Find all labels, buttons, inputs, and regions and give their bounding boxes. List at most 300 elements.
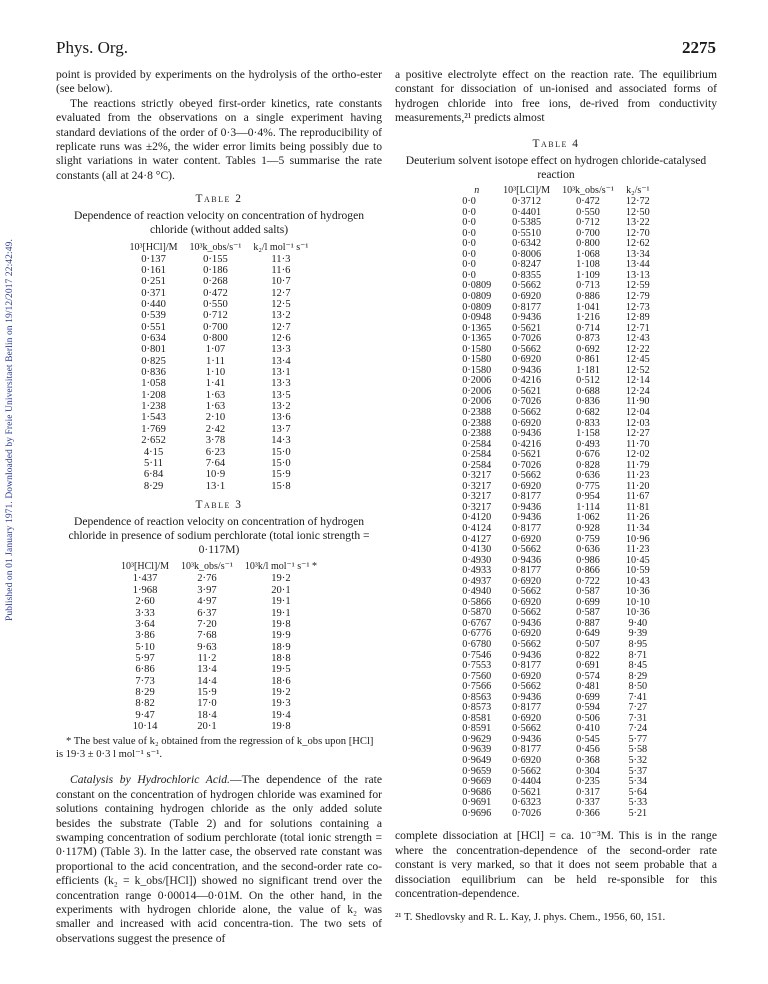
table-cell: 10·10 (625, 596, 650, 608)
table-cell: 0·3217 (462, 470, 492, 482)
table-cell: 0·7546 (462, 649, 492, 661)
table-cell: 0·928 (576, 522, 600, 534)
table-cell: 0·545 (576, 733, 600, 745)
table-2-row (124, 481, 315, 492)
table-cell: 0·368 (576, 755, 600, 767)
table-cell: 0·440 (141, 299, 166, 311)
table-cell: 10·36 (625, 607, 650, 619)
table-2-col-kobs: 10³k_obs/s⁻¹ (189, 241, 242, 253)
table-cell: 0·5662 (512, 681, 542, 693)
table-cell: 15·9 (197, 686, 217, 698)
table-cell: 13·1 (271, 367, 291, 379)
table-cell: 0·0 (462, 206, 476, 218)
table-cell: 15·0 (271, 457, 291, 469)
table-cell: 0·317 (576, 786, 600, 798)
table-cell: 11·2 (197, 652, 217, 664)
table-cell: 11·34 (626, 522, 650, 534)
right-conclusion-paragraph: complete dissociation at [HCl] = ca. 10⁻³M. This is in the range where the concentration-dependence of the second-order rate constant is very marked, so that it does not seem probable that a dissociation equilibrium can be held re-sponsible for this concentration-dependence. (395, 829, 717, 900)
table-cell: 0·1580 (462, 354, 492, 366)
table-cell: 0·161 (141, 265, 166, 276)
table-cell: 4·15 (143, 446, 164, 458)
discussion-heading: Catalysis by Hydrochloric Acid. (70, 773, 230, 787)
table-3-row (115, 585, 323, 596)
table-4-col-n: n (474, 185, 480, 197)
table-cell: 18·4 (197, 709, 217, 721)
table-2-row (124, 288, 315, 299)
table-cell: 3·86 (135, 630, 155, 642)
table-cell: 13·1 (205, 480, 226, 492)
table-cell: 2·652 (141, 435, 166, 447)
table-cell: 0·712 (576, 217, 600, 229)
table-cell: 8·50 (628, 681, 648, 693)
table-cell: 0·866 (576, 565, 600, 577)
table-cell: 9·39 (628, 628, 648, 640)
table-cell: 12·14 (625, 375, 650, 387)
table-2-row (124, 412, 315, 423)
table-cell: 0·6920 (512, 417, 542, 429)
table-cell: 4·97 (197, 596, 217, 608)
table-cell: 0·5662 (512, 586, 542, 598)
table-cell: 0·5662 (512, 406, 542, 418)
table-cell: 1·108 (576, 259, 600, 271)
table-cell: 12·72 (625, 196, 650, 208)
table-cell: 0·6323 (512, 797, 542, 809)
table-cell: 0·0 (462, 217, 476, 229)
table-cell: 0·836 (141, 367, 166, 379)
table-2-col-k2: k₂/l mol⁻¹ s⁻¹ (253, 241, 309, 253)
table-cell: 12·59 (625, 280, 650, 292)
intro-paragraph-1: point is provided by experiments on the hydrolysis of the ortho-ester (see below). (56, 68, 382, 96)
table-cell: 0·9436 (512, 733, 542, 745)
table-cell: 0·0 (462, 259, 476, 271)
table-4-col-lcl: 10³[LCl]/M (503, 185, 551, 197)
table-cell: 0·986 (576, 554, 600, 566)
table-cell: 0·0809 (462, 280, 492, 292)
table-cell: 0·8177 (512, 491, 542, 503)
intro-paragraph-2: The reactions strictly obeyed first-order kinetics, rate constants evaluated from the observations on a single experiment having standard deviations of the order of 0·3—0·4%. The reproducibility of replicate runs was ±2%, the wider error limits being possibly due to slight variations in water content. Tables 1—5 summarise the rate constants (all at 24·8 °C). (56, 96, 382, 182)
table-cell: 0·366 (576, 807, 600, 819)
table-cell: 0·5621 (512, 786, 542, 798)
table-2-col-hcl: 10³[HCl]/M (129, 241, 178, 253)
table-cell: 18·6 (271, 675, 291, 687)
table-cell: 1·968 (132, 584, 158, 596)
table-cell: 11·70 (626, 438, 650, 450)
table-3-row (115, 664, 323, 675)
table-cell: 0·594 (576, 702, 600, 714)
table-cell: 0·7553 (462, 660, 492, 672)
table-3-row (115, 710, 323, 721)
table-cell: 0·2388 (462, 428, 492, 440)
table-cell: 0·6776 (462, 628, 492, 640)
table-cell: 0·8177 (512, 660, 542, 672)
table-cell: 1·114 (576, 501, 600, 513)
table-cell: 0·8177 (512, 744, 542, 756)
table-3-row (115, 721, 323, 732)
table-cell: 0·235 (576, 776, 600, 788)
table-2-title: Table 2 (195, 193, 243, 206)
table-cell: 12·71 (625, 322, 650, 334)
table-cell: 0·9436 (512, 512, 542, 524)
table-cell: 0·4404 (512, 776, 542, 788)
right-column (395, 68, 717, 924)
table-cell: 0·4937 (462, 575, 492, 587)
table-cell: 0·8177 (512, 702, 542, 714)
table-cell: 1·068 (576, 248, 600, 260)
table-cell: 0·4120 (462, 512, 492, 524)
table-cell: 3·33 (135, 607, 155, 619)
table-cell: 14·4 (197, 675, 217, 687)
page-number: 2275 (682, 38, 716, 57)
table-cell: 13·4 (271, 355, 291, 367)
table-4-caption: Deuterium solvent isotope effect on hydrogen chloride-catalysed reaction (405, 153, 707, 181)
table-cell: 20·1 (271, 584, 291, 596)
table-cell: 0·9436 (512, 649, 542, 661)
left-column (56, 68, 382, 946)
table-cell: 19·3 (271, 698, 291, 710)
table-cell: 0·9436 (512, 554, 542, 566)
table-cell: 0·8177 (512, 301, 542, 313)
table-4-row (456, 524, 655, 535)
table-cell: 0·9436 (512, 501, 542, 513)
table-cell: 0·5662 (512, 639, 542, 650)
table-cell: 0·713 (576, 280, 600, 292)
table-cell: 0·6920 (512, 670, 542, 682)
table-cell: 0·6920 (512, 575, 542, 587)
table-cell: 10·45 (625, 554, 650, 566)
table-cell: 0·550 (576, 206, 600, 218)
table-cell: 0·873 (576, 333, 600, 345)
table-cell: 0·634 (141, 333, 166, 345)
table-4 (456, 184, 655, 819)
table-cell: 10·43 (625, 575, 650, 587)
table-4-row (456, 809, 655, 820)
table-cell: 0·9649 (462, 755, 492, 767)
table-cell: 12·7 (271, 321, 291, 333)
table-cell: 13·4 (197, 664, 217, 676)
table-3-row (115, 573, 323, 584)
table-cell: 0·5621 (512, 385, 542, 397)
table-cell: 0·836 (576, 396, 600, 408)
table-3-row (115, 653, 323, 664)
table-cell: 0·507 (576, 639, 600, 650)
table-4-col-k2: k₂/s⁻¹ (626, 185, 650, 197)
table-cell: 19·8 (271, 720, 291, 732)
table-2-row (124, 469, 315, 480)
table-cell: 14·3 (271, 435, 291, 447)
table-cell: 0·2584 (462, 449, 492, 461)
table-cell: 6·86 (135, 664, 155, 676)
table-3-row (115, 698, 323, 709)
table-cell: 12·45 (625, 354, 650, 366)
table-cell: 9·63 (197, 641, 217, 653)
table-cell: 1·109 (576, 269, 600, 281)
table-cell: 10·96 (625, 533, 650, 545)
table-cell: 13·22 (625, 217, 650, 229)
table-cell: 0·251 (141, 276, 166, 288)
table-2-row (124, 265, 315, 276)
table-3-col-hcl: 10³[HCl]/M (121, 561, 170, 573)
table-3-col-kobs: 10³k_obs/s⁻¹ (181, 561, 233, 573)
table-cell: 1·41 (205, 378, 226, 390)
table-cell: 8·29 (628, 670, 648, 682)
table-3 (115, 560, 323, 732)
table-cell: 0·2584 (462, 459, 492, 471)
table-cell: 7·64 (205, 457, 226, 469)
table-4-body (456, 197, 655, 819)
table-cell: 0·7026 (512, 807, 542, 819)
table-cell: 19·9 (271, 630, 291, 642)
table-cell: 0·472 (576, 196, 600, 208)
table-cell: 7·27 (628, 702, 648, 714)
table-cell: 0·822 (576, 649, 600, 661)
table-cell: 0·481 (576, 681, 600, 693)
table-cell: 0·6780 (462, 639, 492, 650)
table-cell: 0·186 (203, 265, 228, 276)
table-2-row (124, 310, 315, 321)
table-cell: 0·688 (576, 385, 600, 397)
table-cell: 13·6 (271, 412, 291, 424)
table-cell: 0·5662 (512, 544, 542, 556)
table-2-row (124, 378, 315, 389)
table-cell: 1·238 (141, 401, 166, 413)
table-cell: 5·97 (135, 652, 155, 664)
table-cell: 0·954 (576, 491, 600, 503)
table-cell: 10·14 (132, 720, 158, 732)
table-cell: 0·759 (576, 533, 600, 545)
watermark-text: Published on 01 January 1971. Downloaded by Freie Universitaet Berlin on 19/12/2017 22:42:49. (5, 239, 15, 621)
table-cell: 1·181 (576, 364, 600, 376)
table-4-row (456, 197, 655, 208)
table-cell: 0·9436 (512, 691, 542, 703)
table-cell: 0·3217 (462, 501, 492, 513)
table-cell: 5·10 (135, 641, 155, 653)
table-cell: 12·70 (625, 227, 650, 239)
table-cell: 5·11 (144, 457, 164, 469)
table-cell: 0·700 (576, 227, 600, 239)
table-cell: 6·23 (205, 446, 226, 458)
table-cell: 12·73 (625, 301, 650, 313)
table-cell: 0·5621 (512, 322, 542, 334)
table-cell: 0·8177 (512, 522, 542, 534)
table-cell: 0·3217 (462, 480, 492, 492)
table-2-header-row (124, 241, 315, 254)
table-2-row (124, 344, 315, 355)
table-4-row (456, 756, 655, 767)
table-cell: 0·371 (141, 287, 166, 299)
table-cell: 0·4216 (512, 438, 542, 450)
table-cell: 0·2584 (462, 438, 492, 450)
table-cell: 5·21 (628, 807, 648, 819)
table-cell: 0·3217 (462, 491, 492, 503)
table-cell: 3·64 (135, 618, 155, 630)
table-cell: 0·2006 (462, 396, 492, 408)
table-cell: 12·50 (625, 206, 650, 218)
table-cell: 0·9639 (462, 744, 492, 756)
table-cell: 15·0 (271, 446, 291, 458)
table-cell: 0·9436 (512, 364, 542, 376)
table-2-row (124, 333, 315, 344)
table-cell: 0·1365 (462, 333, 492, 345)
table-cell: 12·03 (625, 417, 650, 429)
table-cell: 0·0 (462, 227, 476, 239)
table-cell: 0·4127 (462, 533, 492, 545)
table-cell: 0·9436 (512, 312, 542, 324)
table-cell: 0·6920 (512, 290, 542, 302)
table-cell: 0·887 (576, 617, 600, 629)
table-cell: 12·7 (271, 287, 291, 299)
table-cell: 0·5870 (462, 607, 492, 619)
table-cell: 0·8581 (462, 712, 492, 724)
table-cell: 11·79 (626, 459, 650, 471)
table-cell: 0·4216 (512, 375, 542, 387)
table-cell: 1·062 (576, 512, 600, 524)
table-cell: 0·456 (576, 744, 600, 756)
table-cell: 18·8 (271, 652, 291, 664)
table-cell: 10·7 (271, 276, 291, 288)
table-cell: 0·9629 (462, 733, 492, 745)
table-cell: 7·24 (628, 723, 648, 735)
table-4-col-kobs: 10³k_obs/s⁻¹ (562, 185, 614, 197)
table-cell: 0·9659 (462, 765, 492, 777)
table-cell: 0·5866 (462, 596, 492, 608)
table-cell: 0·0 (462, 196, 476, 208)
table-2-row (124, 447, 315, 458)
table-cell: 9·47 (135, 709, 155, 721)
table-cell: 0·5662 (512, 765, 542, 777)
table-cell: 7·73 (135, 675, 155, 687)
table-cell: 0·9686 (462, 786, 492, 798)
table-cell: 8·29 (135, 686, 155, 698)
table-4-row (456, 313, 655, 324)
table-cell: 0·5621 (512, 449, 542, 461)
table-3-row (115, 687, 323, 698)
table-cell: 0·636 (576, 470, 600, 482)
table-4-title: Table 4 (532, 137, 580, 150)
table-cell: 11·90 (626, 396, 650, 408)
table-cell: 0·137 (141, 253, 166, 265)
table-3-col-k: 10³k/l mol⁻¹ s⁻¹ * (244, 561, 317, 573)
table-cell: 12·6 (271, 333, 291, 345)
table-cell: 0·699 (576, 691, 600, 703)
table-3-row (115, 596, 323, 607)
table-4-row (456, 640, 655, 651)
table-cell: 0·5662 (512, 470, 542, 482)
table-cell: 0·268 (203, 276, 228, 288)
table-cell: 15·8 (271, 480, 291, 492)
table-cell: 0·8591 (462, 723, 492, 735)
table-3-row (115, 608, 323, 619)
table-cell: 0·551 (141, 321, 166, 333)
right-intro-paragraph: a positive electrolyte effect on the reaction rate. The equilibrium constant for dissociation of un-ionised and associated forms of hydrogen chloride into free ions, de-rived from conductivity measurements,²¹ predicts almost (395, 68, 717, 125)
table-cell: 3·97 (197, 584, 217, 596)
table-cell: 0·4940 (462, 586, 492, 598)
table-cell: 0·699 (576, 596, 600, 608)
table-cell: 13·5 (271, 389, 291, 401)
table-cell: 0·801 (141, 344, 166, 356)
table-cell: 0·6342 (512, 238, 542, 250)
table-cell: 0·506 (576, 712, 600, 724)
table-cell: 5·33 (628, 797, 648, 809)
table-3-row (115, 676, 323, 687)
table-cell: 18·9 (271, 641, 291, 653)
table-cell: 0·5662 (512, 343, 542, 355)
table-cell: 0·5510 (512, 227, 542, 239)
table-cell: 1·543 (141, 412, 166, 424)
table-cell: 6·84 (143, 469, 164, 481)
table-cell: 0·7026 (512, 396, 542, 408)
table-cell: 0·0809 (462, 301, 492, 313)
table-cell: 0·886 (576, 290, 600, 302)
table-cell: 13·3 (271, 344, 291, 356)
table-2-row (124, 254, 315, 265)
table-cell: 12·52 (625, 364, 650, 376)
table-cell: 0·5662 (512, 723, 542, 735)
table-cell: 12·24 (625, 385, 650, 397)
table-2-row (124, 458, 315, 469)
table-cell: 1·769 (141, 423, 166, 435)
table-cell: 8·71 (628, 649, 648, 661)
table-cell: 1·63 (205, 401, 226, 413)
table-cell: 11·23 (626, 470, 650, 482)
table-2-row (124, 367, 315, 378)
table-cell: 0·6920 (512, 755, 542, 767)
table-3-header-row (115, 560, 323, 573)
discussion-paragraph (56, 773, 382, 946)
table-cell: 19·1 (271, 596, 291, 608)
table-cell: 0·8573 (462, 702, 492, 714)
table-cell: 5·58 (628, 744, 648, 756)
table-cell: 0·4124 (462, 522, 492, 534)
table-cell: 15·9 (271, 469, 291, 481)
table-cell: 0·722 (576, 575, 600, 587)
table-cell: 0·410 (576, 723, 600, 735)
table-cell: 11·23 (626, 544, 650, 556)
table-cell: 8·95 (628, 639, 648, 650)
table-cell: 12·5 (271, 299, 291, 311)
table-cell: 0·5662 (512, 280, 542, 292)
table-cell: 0·8563 (462, 691, 492, 703)
table-cell: 0·714 (576, 322, 600, 334)
reference-21: ²¹ T. Shedlovsky and R. L. Kay, J. phys. Chem., 1956, 60, 151. (395, 911, 666, 924)
table-cell: 13·3 (271, 378, 291, 390)
table-cell: 0·682 (576, 406, 600, 418)
table-cell: 7·20 (197, 618, 217, 630)
table-cell: 13·2 (271, 310, 291, 322)
table-cell: 5·32 (628, 755, 648, 767)
table-2-body (124, 254, 315, 492)
table-cell: 5·37 (628, 765, 648, 777)
table-cell: 0·550 (203, 299, 228, 311)
table-3-caption: Dependence of reaction velocity on concentration of hydrogen chloride in presence of sodium perchlorate (total ionic strength = 0·117M) (68, 514, 370, 557)
table-cell: 0·712 (203, 310, 228, 322)
table-cell: 11·3 (271, 253, 291, 265)
table-cell: 1·058 (141, 378, 166, 390)
table-cell: 0·825 (141, 355, 166, 367)
table-cell: 0·3712 (512, 196, 542, 208)
table-cell: 0·0 (462, 248, 476, 260)
table-cell: 0·6920 (512, 712, 542, 724)
table-cell: 0·9436 (512, 428, 542, 440)
table-cell: 7·68 (197, 630, 217, 642)
table-cell: 10·9 (205, 469, 226, 481)
table-cell: 12·22 (625, 343, 650, 355)
table-3-body (115, 573, 323, 732)
table-cell: 0·2006 (462, 375, 492, 387)
table-cell: 11·6 (271, 265, 291, 276)
table-cell: 17·0 (197, 698, 217, 710)
table-cell: 1·10 (205, 367, 226, 379)
table-cell: 0·493 (576, 438, 600, 450)
